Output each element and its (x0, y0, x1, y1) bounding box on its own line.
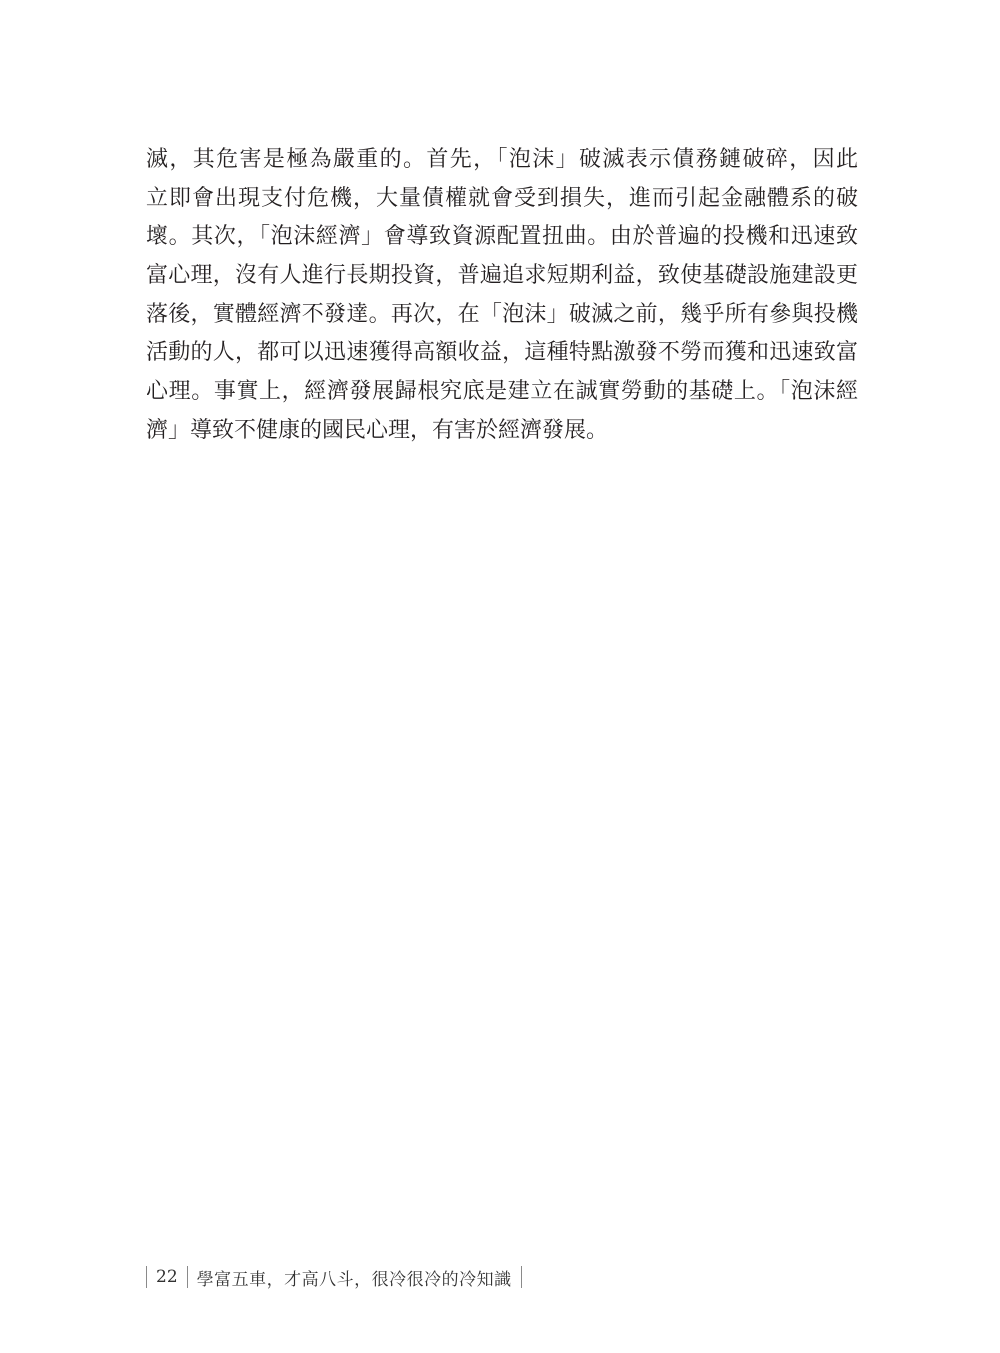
body-line: 濟」導致不健康的國民心理，有害於經濟發展。 (146, 417, 609, 443)
body-line: 心理。事實上，經濟發展歸根究底是建立在誠實勞動的基礎上。「泡沫經 (146, 379, 858, 405)
body-line: 落後，實體經濟不發達。再次，在「泡沫」破滅之前，幾乎所有參與投機 (146, 301, 858, 327)
book-title: 學富五車，才高八斗，很冷很冷的冷知識 (196, 1269, 512, 1290)
body-line: 壞。其次，「泡沫經濟」會導致資源配置扭曲。由於普遍的投機和迅速致 (146, 224, 858, 250)
footer-divider (187, 1266, 188, 1288)
body-line: 滅，其危害是極為嚴重的。首先，「泡沫」破滅表示債務鏈破碎，因此 (146, 147, 858, 172)
page-number: 22 (156, 1267, 178, 1287)
body-line: 立即會出現支付危機，大量債權就會受到損失，進而引起金融體系的破 (146, 185, 858, 211)
footer-divider (146, 1266, 147, 1288)
body-line: 活動的人，都可以迅速獲得高額收益，這種特點激發不勞而獲和迅速致富 (146, 340, 858, 366)
body-text (146, 141, 858, 451)
body-line: 富心理，沒有人進行長期投資，普遍追求短期利益，致使基礎設施建設更 (146, 263, 858, 289)
footer-divider (521, 1266, 522, 1288)
page-footer (146, 1264, 522, 1290)
